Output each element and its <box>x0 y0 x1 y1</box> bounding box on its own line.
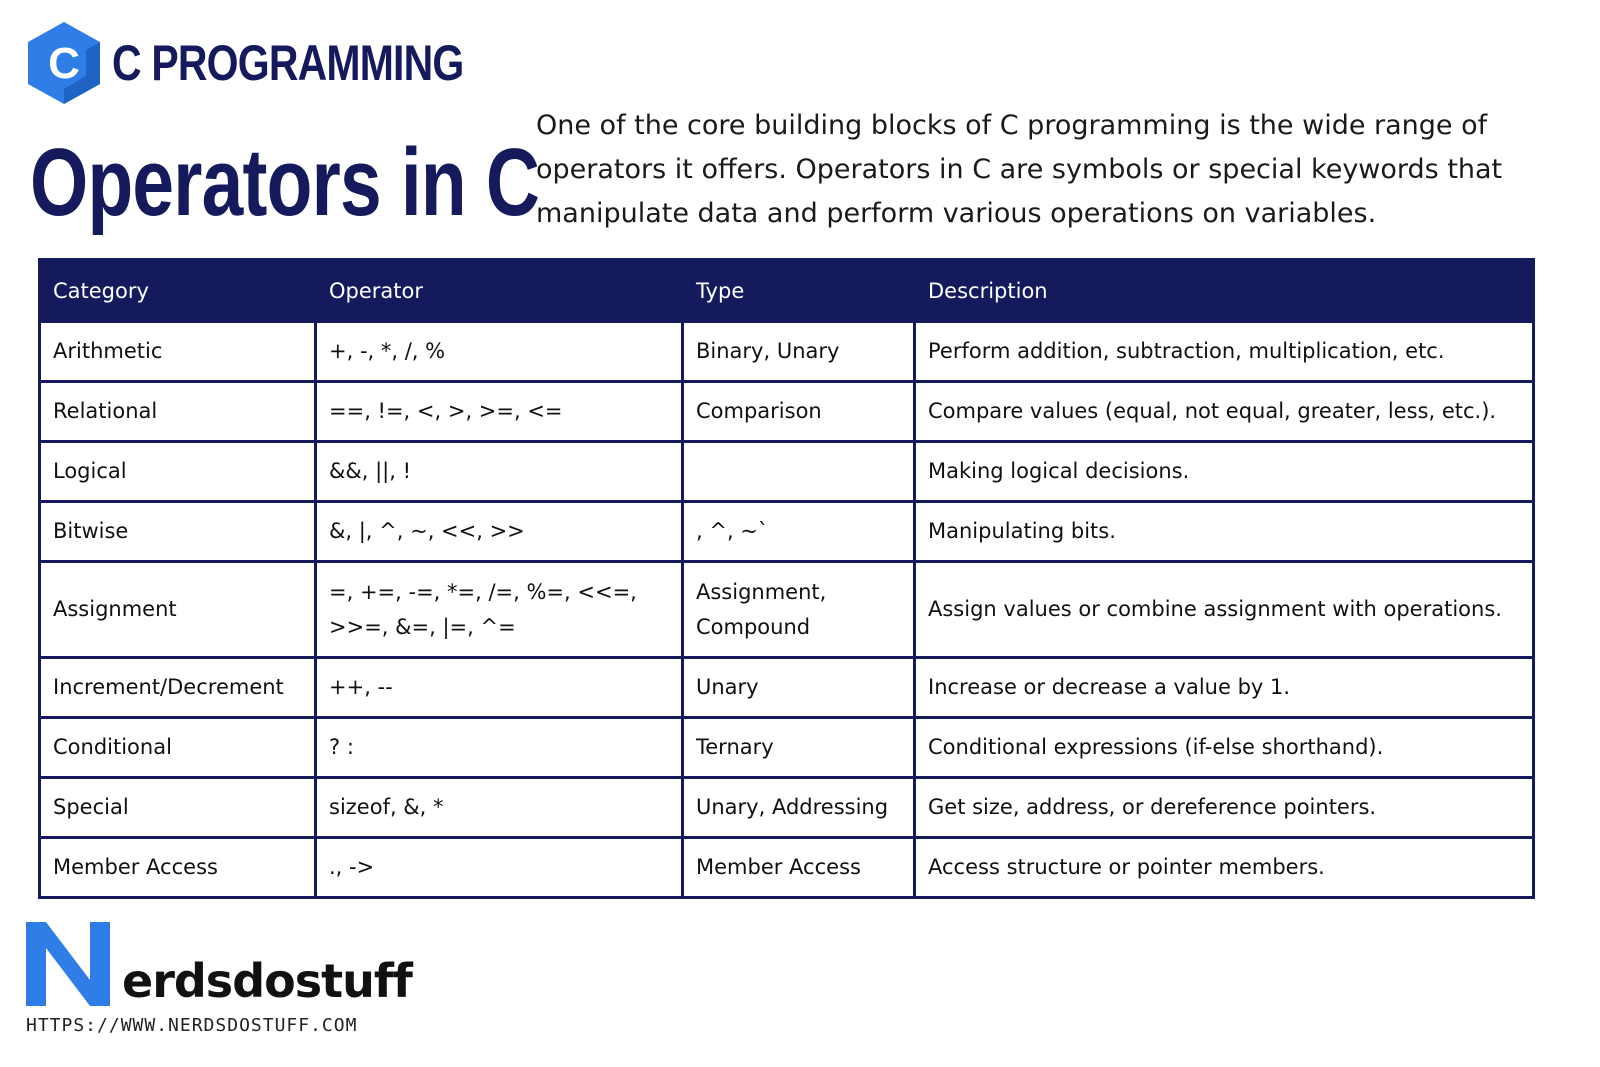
table-row <box>40 322 1534 382</box>
table-row <box>40 382 1534 442</box>
type-cell: Unary, Addressing <box>683 778 915 838</box>
column-header-description: Description <box>915 260 1534 322</box>
table-row <box>40 778 1534 838</box>
description-cell: Assign values or combine assignment with operations. <box>915 562 1534 658</box>
table-row <box>40 562 1534 658</box>
operator-cell: &, |, ^, ~, <<, >> <box>316 502 683 562</box>
type-cell: Unary <box>683 658 915 718</box>
table-header-row <box>40 260 1534 322</box>
category-cell: Assignment <box>40 562 316 658</box>
operator-cell: =, +=, -=, *=, /=, %=, <<=, >>=, &=, |=, ^= <box>316 562 683 658</box>
operator-cell: ? : <box>316 718 683 778</box>
operator-cell: ++, -- <box>316 658 683 718</box>
page-title: Operators in C <box>30 129 540 236</box>
table-row <box>40 502 1534 562</box>
description-cell: Perform addition, subtraction, multiplication, etc. <box>915 322 1534 382</box>
description-cell: Manipulating bits. <box>915 502 1534 562</box>
description-cell: Get size, address, or dereference pointers. <box>915 778 1534 838</box>
table-row <box>40 718 1534 778</box>
table-row <box>40 658 1534 718</box>
table-row <box>40 838 1534 898</box>
description-cell: Compare values (equal, not equal, greater, less, etc.). <box>915 382 1534 442</box>
website-url-link[interactable]: HTTPS://WWW.NERDSDOSTUFF.COM <box>26 1015 358 1036</box>
description-cell: Conditional expressions (if-else shorthand). <box>915 718 1534 778</box>
category-cell: Increment/Decrement <box>40 658 316 718</box>
type-cell: Member Access <box>683 838 915 898</box>
type-cell: , ^, ~` <box>683 502 915 562</box>
operator-cell: ==, !=, <, >, >=, <= <box>316 382 683 442</box>
column-header-type: Type <box>683 260 915 322</box>
description-cell: Increase or decrease a value by 1. <box>915 658 1534 718</box>
type-cell: Binary, Unary <box>683 322 915 382</box>
operator-cell: +, -, *, /, % <box>316 322 683 382</box>
category-cell: Relational <box>40 382 316 442</box>
nerdsdostuff-logo[interactable] <box>26 920 426 1010</box>
category-cell: Bitwise <box>40 502 316 562</box>
column-header-operator: Operator <box>316 260 683 322</box>
table-row <box>40 442 1534 502</box>
operators-table <box>38 258 1535 899</box>
category-cell: Logical <box>40 442 316 502</box>
category-cell: Arithmetic <box>40 322 316 382</box>
type-cell: Ternary <box>683 718 915 778</box>
operator-cell: &&, ||, ! <box>316 442 683 502</box>
category-cell: Special <box>40 778 316 838</box>
intro-paragraph: One of the core building blocks of C programming is the wide range of operators it offers. Operators in C are symbols or special keywords that manipulate data and perform various operations on variables. <box>536 110 1503 229</box>
logo-text: erdsdostuff <box>122 954 412 1008</box>
brand-text: C PROGRAMMING <box>112 35 464 91</box>
brand-letter: C <box>48 39 80 88</box>
category-cell: Conditional <box>40 718 316 778</box>
type-cell: Assignment, Compound <box>683 562 915 658</box>
brand-header <box>26 20 541 106</box>
logo-n-icon <box>26 922 110 1006</box>
operator-cell: ., -> <box>316 838 683 898</box>
c-language-hexagon-icon <box>26 20 102 106</box>
type-cell: Comparison <box>683 382 915 442</box>
type-cell <box>683 442 915 502</box>
description-cell: Making logical decisions. <box>915 442 1534 502</box>
column-header-category: Category <box>40 260 316 322</box>
operator-cell: sizeof, &, * <box>316 778 683 838</box>
description-cell: Access structure or pointer members. <box>915 838 1534 898</box>
category-cell: Member Access <box>40 838 316 898</box>
